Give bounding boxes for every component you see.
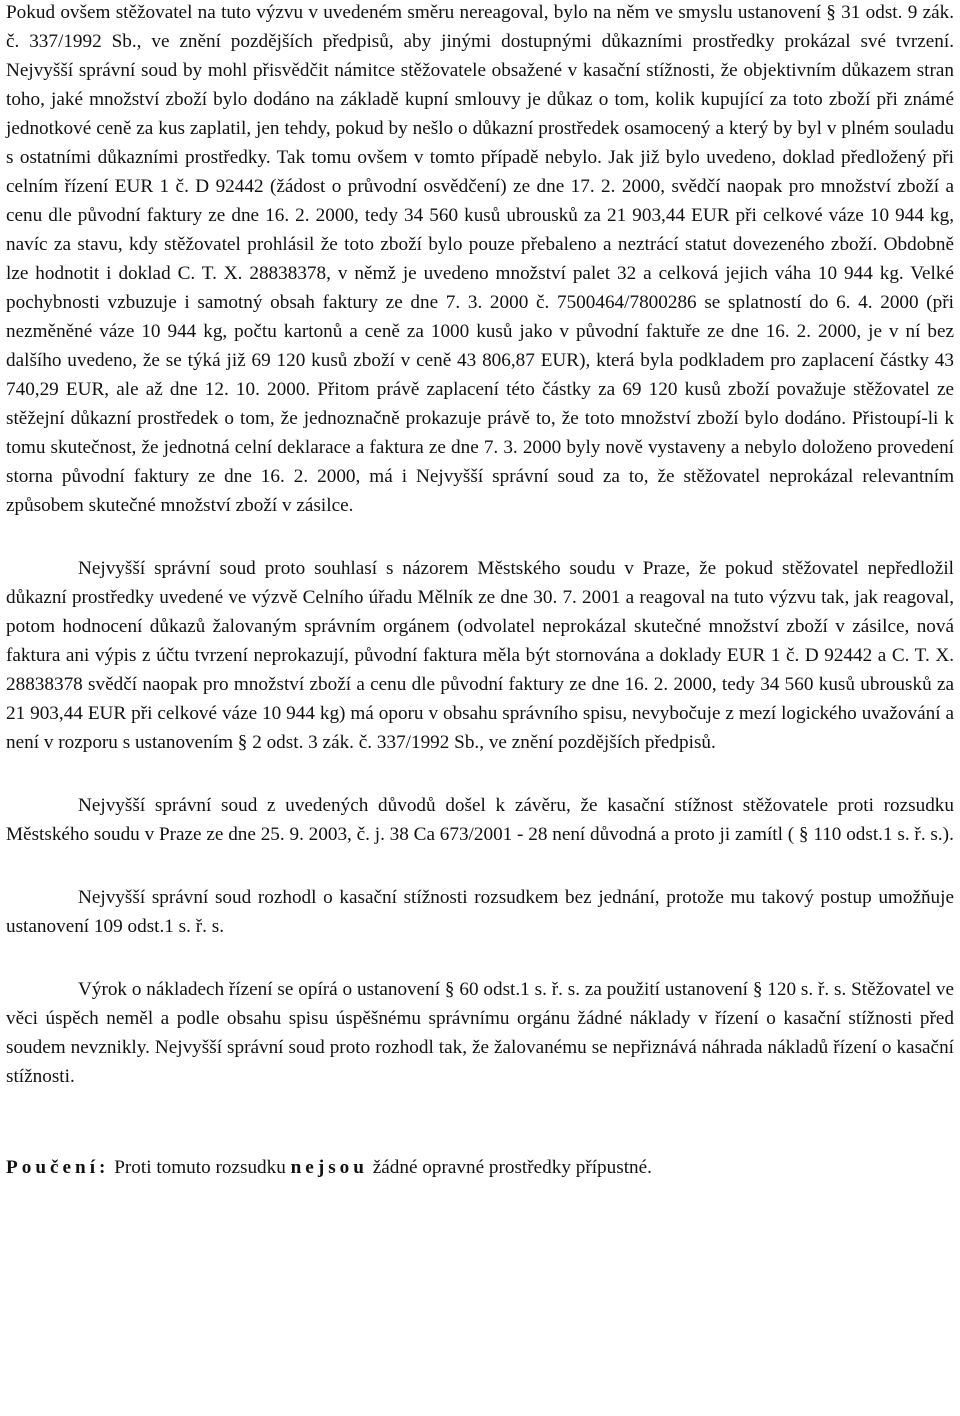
document-page [6,0,954,1182]
instruction-text-before: Proti tomuto rozsudku [114,1157,286,1178]
conclusion-paragraph: Nejvyšší správní soud z uvedených důvodů došel k závěru, že kasační stížnost stěžovatele proti rozsudku Městského soudu v Praze ze dne 25. 9. 2003, č. j. 38 Ca 673/2001 - 28 není důvodná a proto ji zamítl ( § 110 odst.1 s. ř. s.). [6,795,954,845]
instruction-text-after: žádné opravné prostředky přípustné. [372,1157,652,1178]
costs-paragraph: Výrok o nákladech řízení se opírá o ustanovení § 60 odst.1 s. ř. s. za použití ustanovení § 120 s. ř. s. Stěžovatel ve věci úspěch neměl a podle obsahu spisu úspěšnému správnímu orgánu žádné náklady v řízení o kasační stížnosti před soudem nevznikly. Nejvyšší správní soud proto rozhodl tak, že žalovanému se nepřiznává náhrada nákladů řízení o kasační stížnosti. [6,979,954,1087]
legal-instruction [6,1153,954,1182]
continuation-paragraph: Pokud ovšem stěžovatel na tuto výzvu v uvedeném směru nereagoval, bylo na něm ve smyslu ustanovení § 31 odst. 9 zák. č. 337/1992 Sb., ve znění pozdějších předpisů, aby jinými dostupnými důkazními prostředky prokázal své tvrzení. Nejvyšší správní soud by mohl přisvědčit námitce stěžovatele obsažené v kasační stížnosti, že objektivním důkazem stran toho, jaké množství zboží bylo dodáno na základě kupní smlouvy je důkaz o tom, kolik kupující za toto zboží při známé jednotkové ceně za kus zaplatil, jen tehdy, pokud by nešlo o důkazní prostředek osamocený a který by byl v plném souladu s ostatními důkazními prostředky. Tak tomu ovšem v tomto případě nebylo. Jak již bylo uvedeno, doklad předložený při celním řízení EUR 1 č. D 92442 (žádost o průvodní osvědčení) ze dne 17. 2. 2000, svědčí naopak pro množství zboží a cenu dle původní faktury ze dne 16. 2. 2000, tedy 34 560 kusů ubrousků za 21 903,44 EUR při celkové váze 10 944 kg, navíc za stavu, kdy stěžovatel prohlásil že toto zboží bylo pouze přebaleno a neztrácí statut dovezeného zboží. Obdobně lze hodnotit i doklad C. T. X. 28838378, v němž je uvedeno množství palet 32 a celková jejich váha 10 944 kg. Velké pochybnosti vzbuzuje i samotný obsah faktury ze dne 7. 3. 2000 č. 7500464/7800286 se splatností do 6. 4. 2000 (při nezměněné váze 10 944 kg, počtu kartonů a ceně za 1000 kusů jako v původní faktuře ze dne 16. 2. 2000, je v ní bez dalšího uvedeno, že se týká již 69 120 kusů zboží v ceně 43 806,87 EUR), která byla podkladem pro zaplacení částky 43 740,29 EUR, ale až dne 12. 10. 2000. Přitom právě zaplacení této částky za 69 120 kusů zboží považuje stěžovatel ze stěžejní důkazní prostředek o tom, že jednoznačně prokazuje právě to, že toto množství zboží bylo dodáno. Přistoupí-li k tomu skutečnost, že jednotná celní deklarace a faktura ze dne 7. 3. 2000 byly nově vystaveny a nebylo doloženo provedení storna původní faktury ze dne 16. 2. 2000, má i Nejvyšší správní soud za to, že stěžovatel neprokázal relevantním způsobem skutečné množství zboží v zásilce. [6,2,954,516]
no-hearing-paragraph: Nejvyšší správní soud rozhodl o kasační stížnosti rozsudkem bez jednání, protože mu takový postup umožňuje ustanovení 109 odst.1 s. ř. s. [6,887,954,937]
court-agrees-paragraph: Nejvyšší správní soud proto souhlasí s názorem Městského soudu v Praze, že pokud stěžovatel nepředložil důkazní prostředky uvedené ve výzvě Celního úřadu Mělník ze dne 30. 7. 2001 a reagoval na tuto výzvu tak, jak reagoval, potom hodnocení důkazů žalovaným správním orgánem (odvolatel neprokázal skutečné množství zboží v zásilce, nová faktura ani výpis z účtu tvrzení neprokazují, původní faktura měla být stornována a doklady EUR 1 č. D 92442 a C. T. X. 28838378 svědčí naopak pro množství zboží a cenu dle původní faktury ze dne 16. 2. 2000, tedy 34 560 kusů ubrousků za 21 903,44 EUR při celkové váze 10 944 kg) má oporu v obsahu správního spisu, nevybočuje z mezí logického uvažování a není v rozporu s ustanovením § 2 odst. 3 zák. č. 337/1992 Sb., ve znění pozdějších předpisů. [6,558,954,753]
instruction-label: Poučení: [6,1157,110,1178]
instruction-emphasis: nejsou [290,1157,368,1178]
